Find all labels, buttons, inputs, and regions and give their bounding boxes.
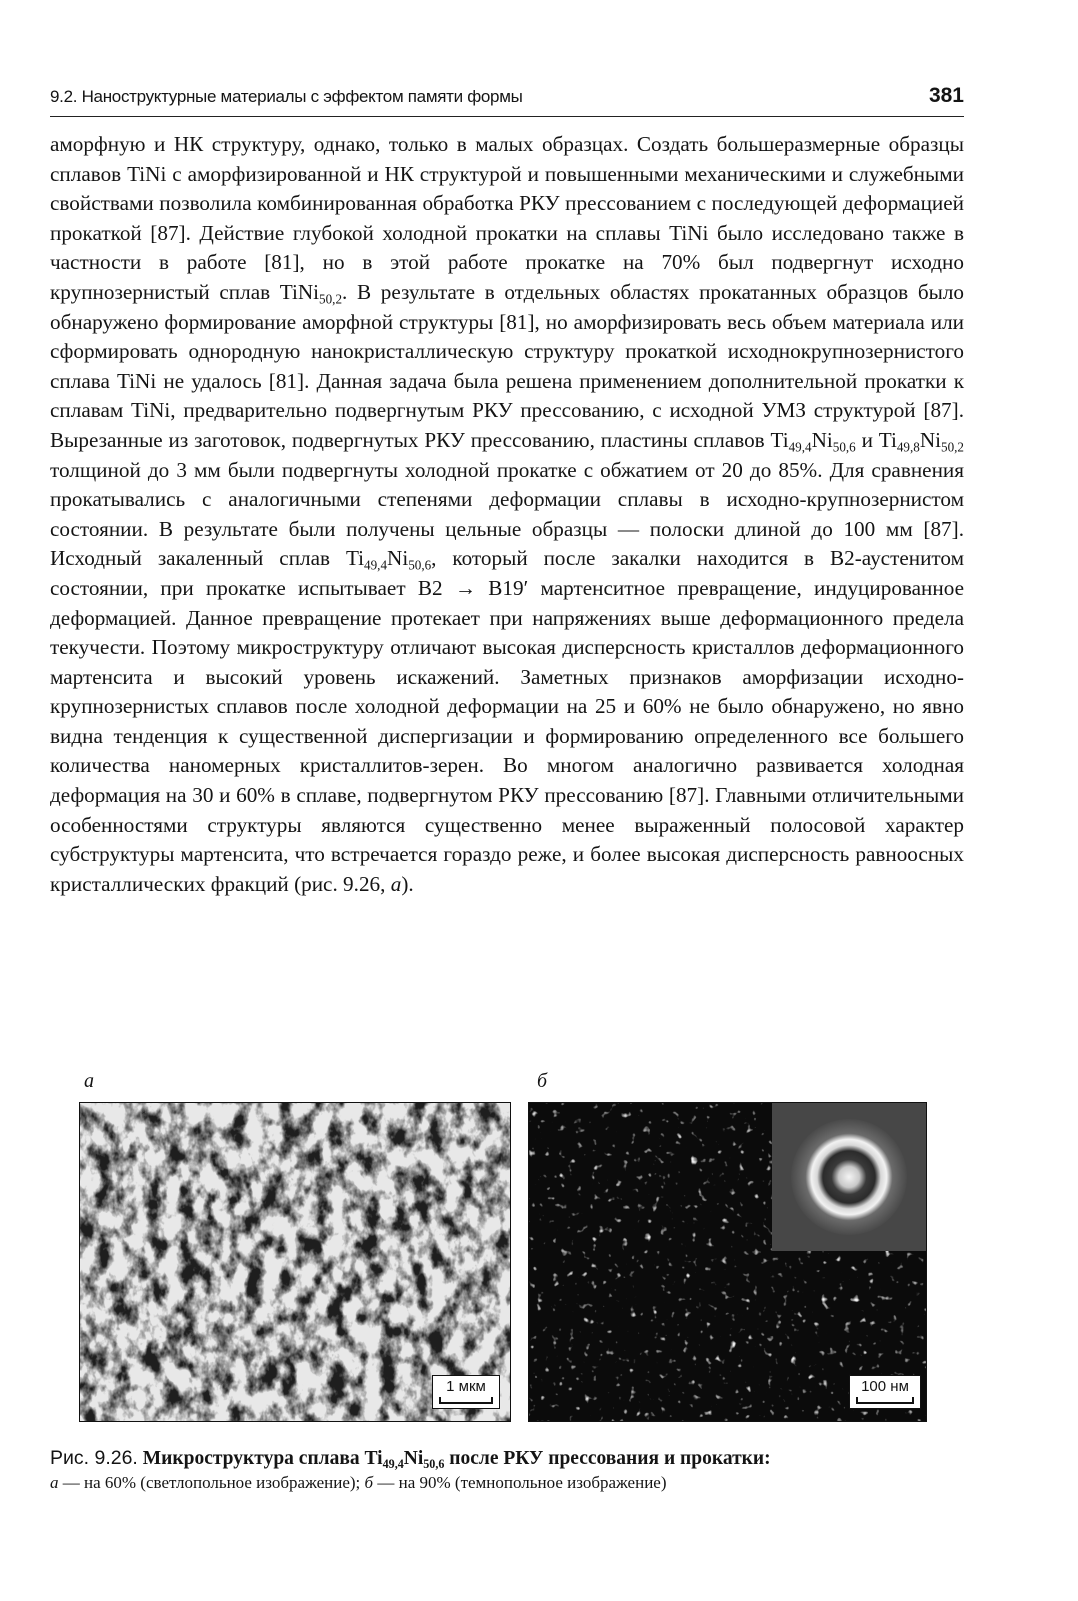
body-text	[50, 130, 964, 899]
figure-ref-letter: а	[390, 871, 402, 896]
subscript: 50,6	[832, 439, 856, 455]
text-run: . В результате в отдельных областях прокатанных образцов было обнаружено формирование аморфной структуры [81], но аморфизировать весь объем материала или сформировать однородную нанокристаллическую структуру прокаткой исходнокрупнозернистого сплава TiNi не удалось [81]. Данная задача была решена применением дополнительной прокатки к сплавам TiNi, предварительно подвергнутым РКУ прессованию, с исходной УМЗ структурой [87]. Вырезанные из заготовок, подвергнутых РКУ прессованию, пластины сплавов Ti	[50, 279, 965, 452]
caption-letter-b: б	[364, 1473, 374, 1492]
text-run: толщиной до 3 мм были подвергнуты холодной прокатке с обжатием от 20 до 85%. Для сравнения прокатывались с аналогичными степенями деформации сплавы в исходно-крупнозернистом состоянии. В результате были получены цельные образцы — полоски длиной до 100 мм [87]. Исходный закаленный сплав Ti	[50, 457, 964, 571]
subscript: 49,4	[364, 557, 388, 573]
subscript: 50,2	[319, 291, 343, 307]
text-run: Ni	[811, 427, 833, 452]
text-run: аморфную и НК структуру, однако, только в малых образцах. Создать большеразмерные образцы сплавов TiNi с аморфизированной и НК структурой и повышенными механическими и служебными свойствами позволила комбинированная обработка РКУ прессованием с последующей деформацией прокаткой [87]. Действие глубокой холодной прокатки на сплавы TiNi было исследовано также в частности в работе [81], но в этой работе прокатке на 70% был подвергнут исходно крупнозернистый сплав TiNi	[50, 132, 964, 304]
subscript: 49,4	[788, 439, 812, 455]
text-run: Ni	[387, 546, 409, 571]
running-head	[50, 84, 964, 117]
section-title: 9.2. Наноструктурные материалы с эффектом памяти формы	[50, 87, 523, 106]
text-run: Микроструктура сплава Ti	[137, 1448, 383, 1469]
paragraph	[50, 130, 964, 899]
micrograph-b	[528, 1102, 927, 1422]
text-run: Ni	[403, 1448, 424, 1469]
scale-bar-b	[849, 1375, 921, 1409]
panel-b-label: б	[537, 1070, 548, 1092]
scale-bar-a	[432, 1375, 500, 1409]
panel-a-label: а	[84, 1070, 94, 1092]
text-run: ).	[401, 871, 414, 896]
figure-caption	[50, 1446, 964, 1495]
scale-bar-a-line	[439, 1397, 493, 1404]
caption-line-2	[50, 1471, 964, 1495]
subscript: 50,6	[408, 557, 432, 573]
scale-bar-b-line	[856, 1397, 914, 1404]
subscript: 49,4	[382, 1457, 404, 1472]
caption-figure-number: Рис. 9.26.	[50, 1447, 138, 1469]
micrograph-a	[79, 1102, 511, 1422]
scale-bar-b-label: 100 нм	[861, 1378, 909, 1395]
text-run: , который после закалки находится в B2-аустенитом состоянии, при прокатке испытывает B2 → B19′ мартенситное превращение, индуцированное деформацией. Данное превращение протекает при напряжениях выше деформационного предела текучести. Поэтому микроструктуру отличают высокая дисперсность кристаллов деформационного мартенсита и высокий уровень искажений. Заметных признаков аморфизации исходно-крупнозернистых сплавов после холодной деформации на 25 и 60% не было обнаружено, но явно видна тенденция к существенной диспергизации и формированию определенного все большего количества наномерных кристаллитов-зерен. Во многом аналогично развивается холодная деформация на 30 и 60% в сплаве, подвергнутом РКУ прессованию [87]. Главными отличительными особенностями структуры являются существенно менее выраженный полосовой характер субструктуры мартенсита, что встречается гораздо реже, и более высокая дисперсность равноосных кристаллических фракций (рис. 9.26,	[50, 546, 965, 896]
subscript: 50,6	[423, 1457, 445, 1472]
caption-title	[137, 1448, 771, 1472]
caption-letter-a: а	[50, 1473, 59, 1492]
scale-bar-a-label: 1 мкм	[446, 1378, 486, 1395]
bright-field-image	[80, 1103, 510, 1421]
dark-field-image	[529, 1103, 926, 1421]
text-run: — на 60% (светлопольное изображение);	[58, 1473, 365, 1492]
subscript: 49,8	[896, 439, 920, 455]
text-run: — на 90% (темнопольное изображение)	[373, 1473, 667, 1492]
caption-line-1	[50, 1446, 964, 1471]
text-run: после РКУ прессования и прокатки:	[444, 1448, 771, 1469]
text-run: и Ti	[855, 427, 897, 452]
text-run: Ni	[919, 427, 942, 452]
page-number: 381	[928, 84, 964, 107]
subscript: 50,2	[941, 439, 964, 455]
